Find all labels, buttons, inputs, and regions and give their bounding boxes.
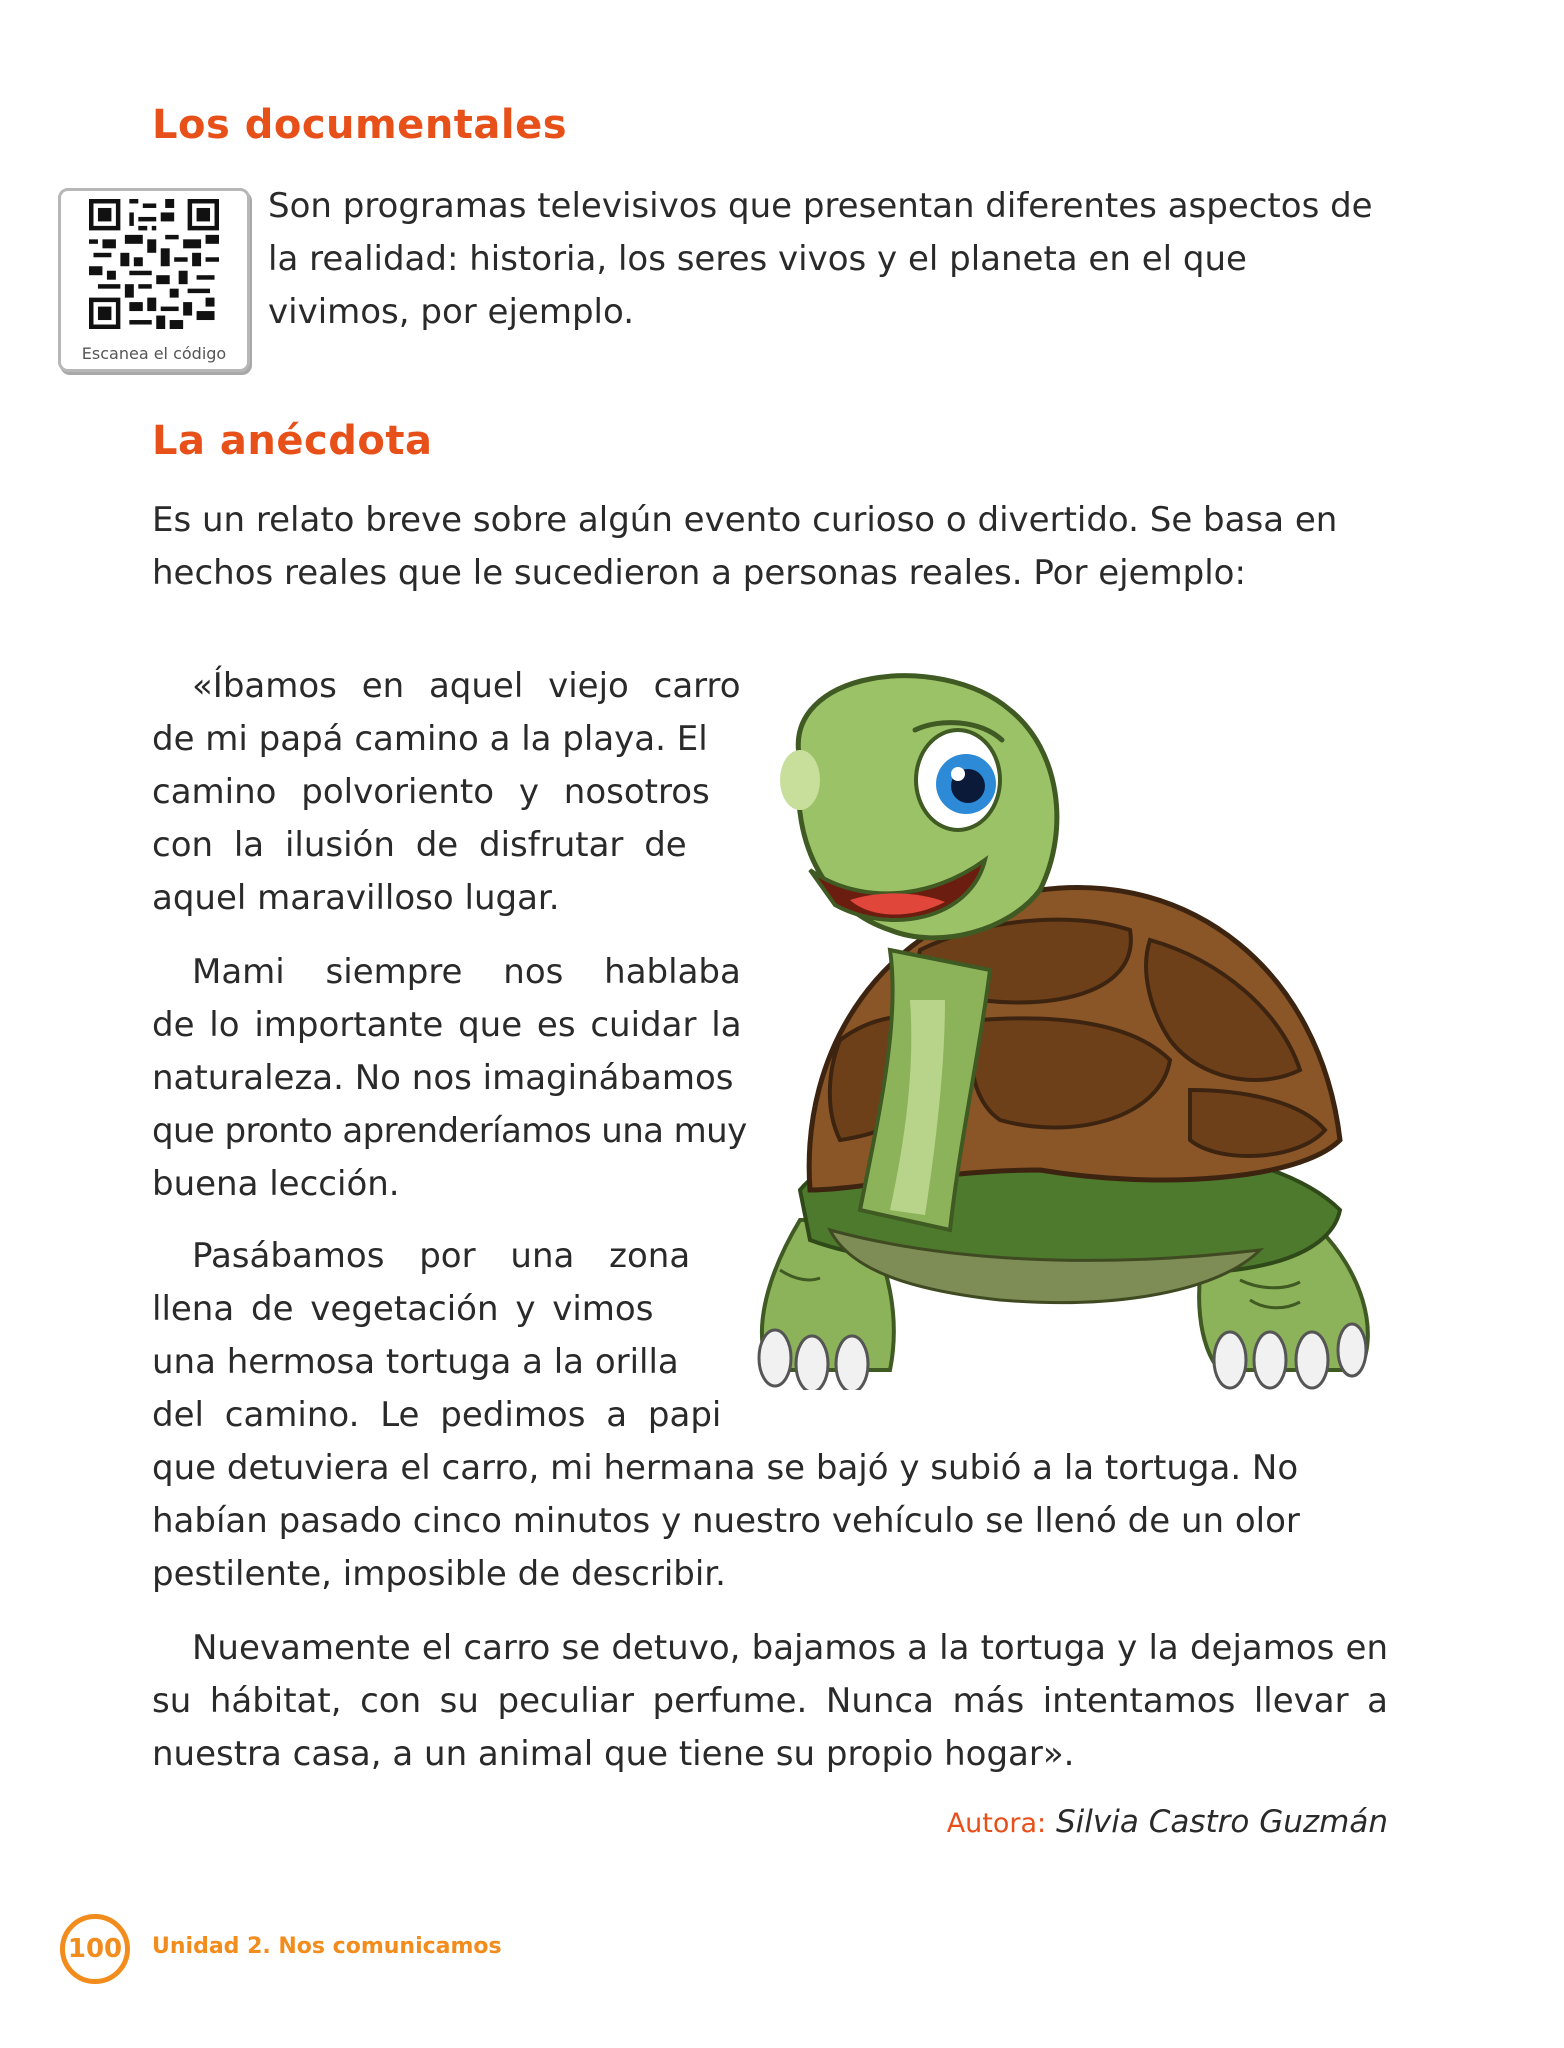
story-line: habían pasado cinco minutos y nuestro vehículo se llenó de un olor: [152, 1501, 1300, 1541]
qr-code-card[interactable]: [58, 188, 250, 372]
unit-label: Unidad 2. Nos comunicamos: [152, 1934, 502, 1959]
story-line: buena lección.: [152, 1164, 400, 1204]
section-title-anecdota: La anécdota: [152, 418, 433, 464]
story-line: Mami siempre nos hablaba: [192, 952, 741, 992]
story-line: llena de vegetación y vimos: [152, 1289, 654, 1329]
turtle-illustration: [740, 670, 1390, 1390]
story-paragraph-4: Nuevamente el carro se detuvo, bajamos a la tortuga y la dejamos en su hábitat, con su peculiar perfume. Nunca más intentamos llevar a nuestra casa, a un animal que tiene su propio hogar».: [152, 1628, 1388, 1774]
qr-code-icon: [89, 199, 219, 329]
story-paragraph-1: [152, 660, 742, 925]
author-credit: [947, 1804, 1388, 1840]
author-label: Autora:: [946, 1808, 1047, 1839]
story-line: que detuviera el carro, mi hermana se bajó y subió a la tortuga. No: [152, 1448, 1299, 1488]
story-line: camino polvoriento y nosotros: [152, 772, 710, 812]
story-paragraph-2: [152, 946, 782, 1211]
story-line: una hermosa tortuga a la orilla: [152, 1342, 679, 1382]
story-line: con la ilusión de disfrutar de: [152, 825, 687, 865]
author-name: Silvia Castro Guzmán: [1055, 1804, 1388, 1840]
story-line: «Íbamos en aquel viejo carro: [192, 666, 741, 706]
page-number: 100: [60, 1914, 130, 1984]
story-line: de lo importante que es cuidar la: [152, 1005, 742, 1045]
story-line: que pronto aprenderíamos una muy: [152, 1111, 747, 1151]
qr-caption: Escanea el código: [81, 344, 227, 363]
section-title-documentales: Los documentales: [152, 102, 568, 148]
story-line: aquel maravilloso lugar.: [152, 878, 560, 918]
anecdota-definition: Es un relato breve sobre algún evento curioso o divertido. Se basa en hechos reales que le sucedieron a personas reales. Por ejemplo:: [152, 500, 1338, 593]
story-line: pestilente, imposible de describir.: [152, 1554, 726, 1594]
story-line: del camino. Le pedimos a papi: [152, 1395, 722, 1435]
story-line: Pasábamos por una zona: [192, 1236, 691, 1276]
story-line: naturaleza. No nos imaginábamos: [152, 1058, 734, 1098]
documentales-definition: Son programas televisivos que presentan diferentes aspectos de la realidad: historia, los seres vivos y el planeta en el que vivimos, por ejemplo.: [268, 186, 1373, 332]
story-line: de mi papá camino a la playa. El: [152, 719, 708, 759]
